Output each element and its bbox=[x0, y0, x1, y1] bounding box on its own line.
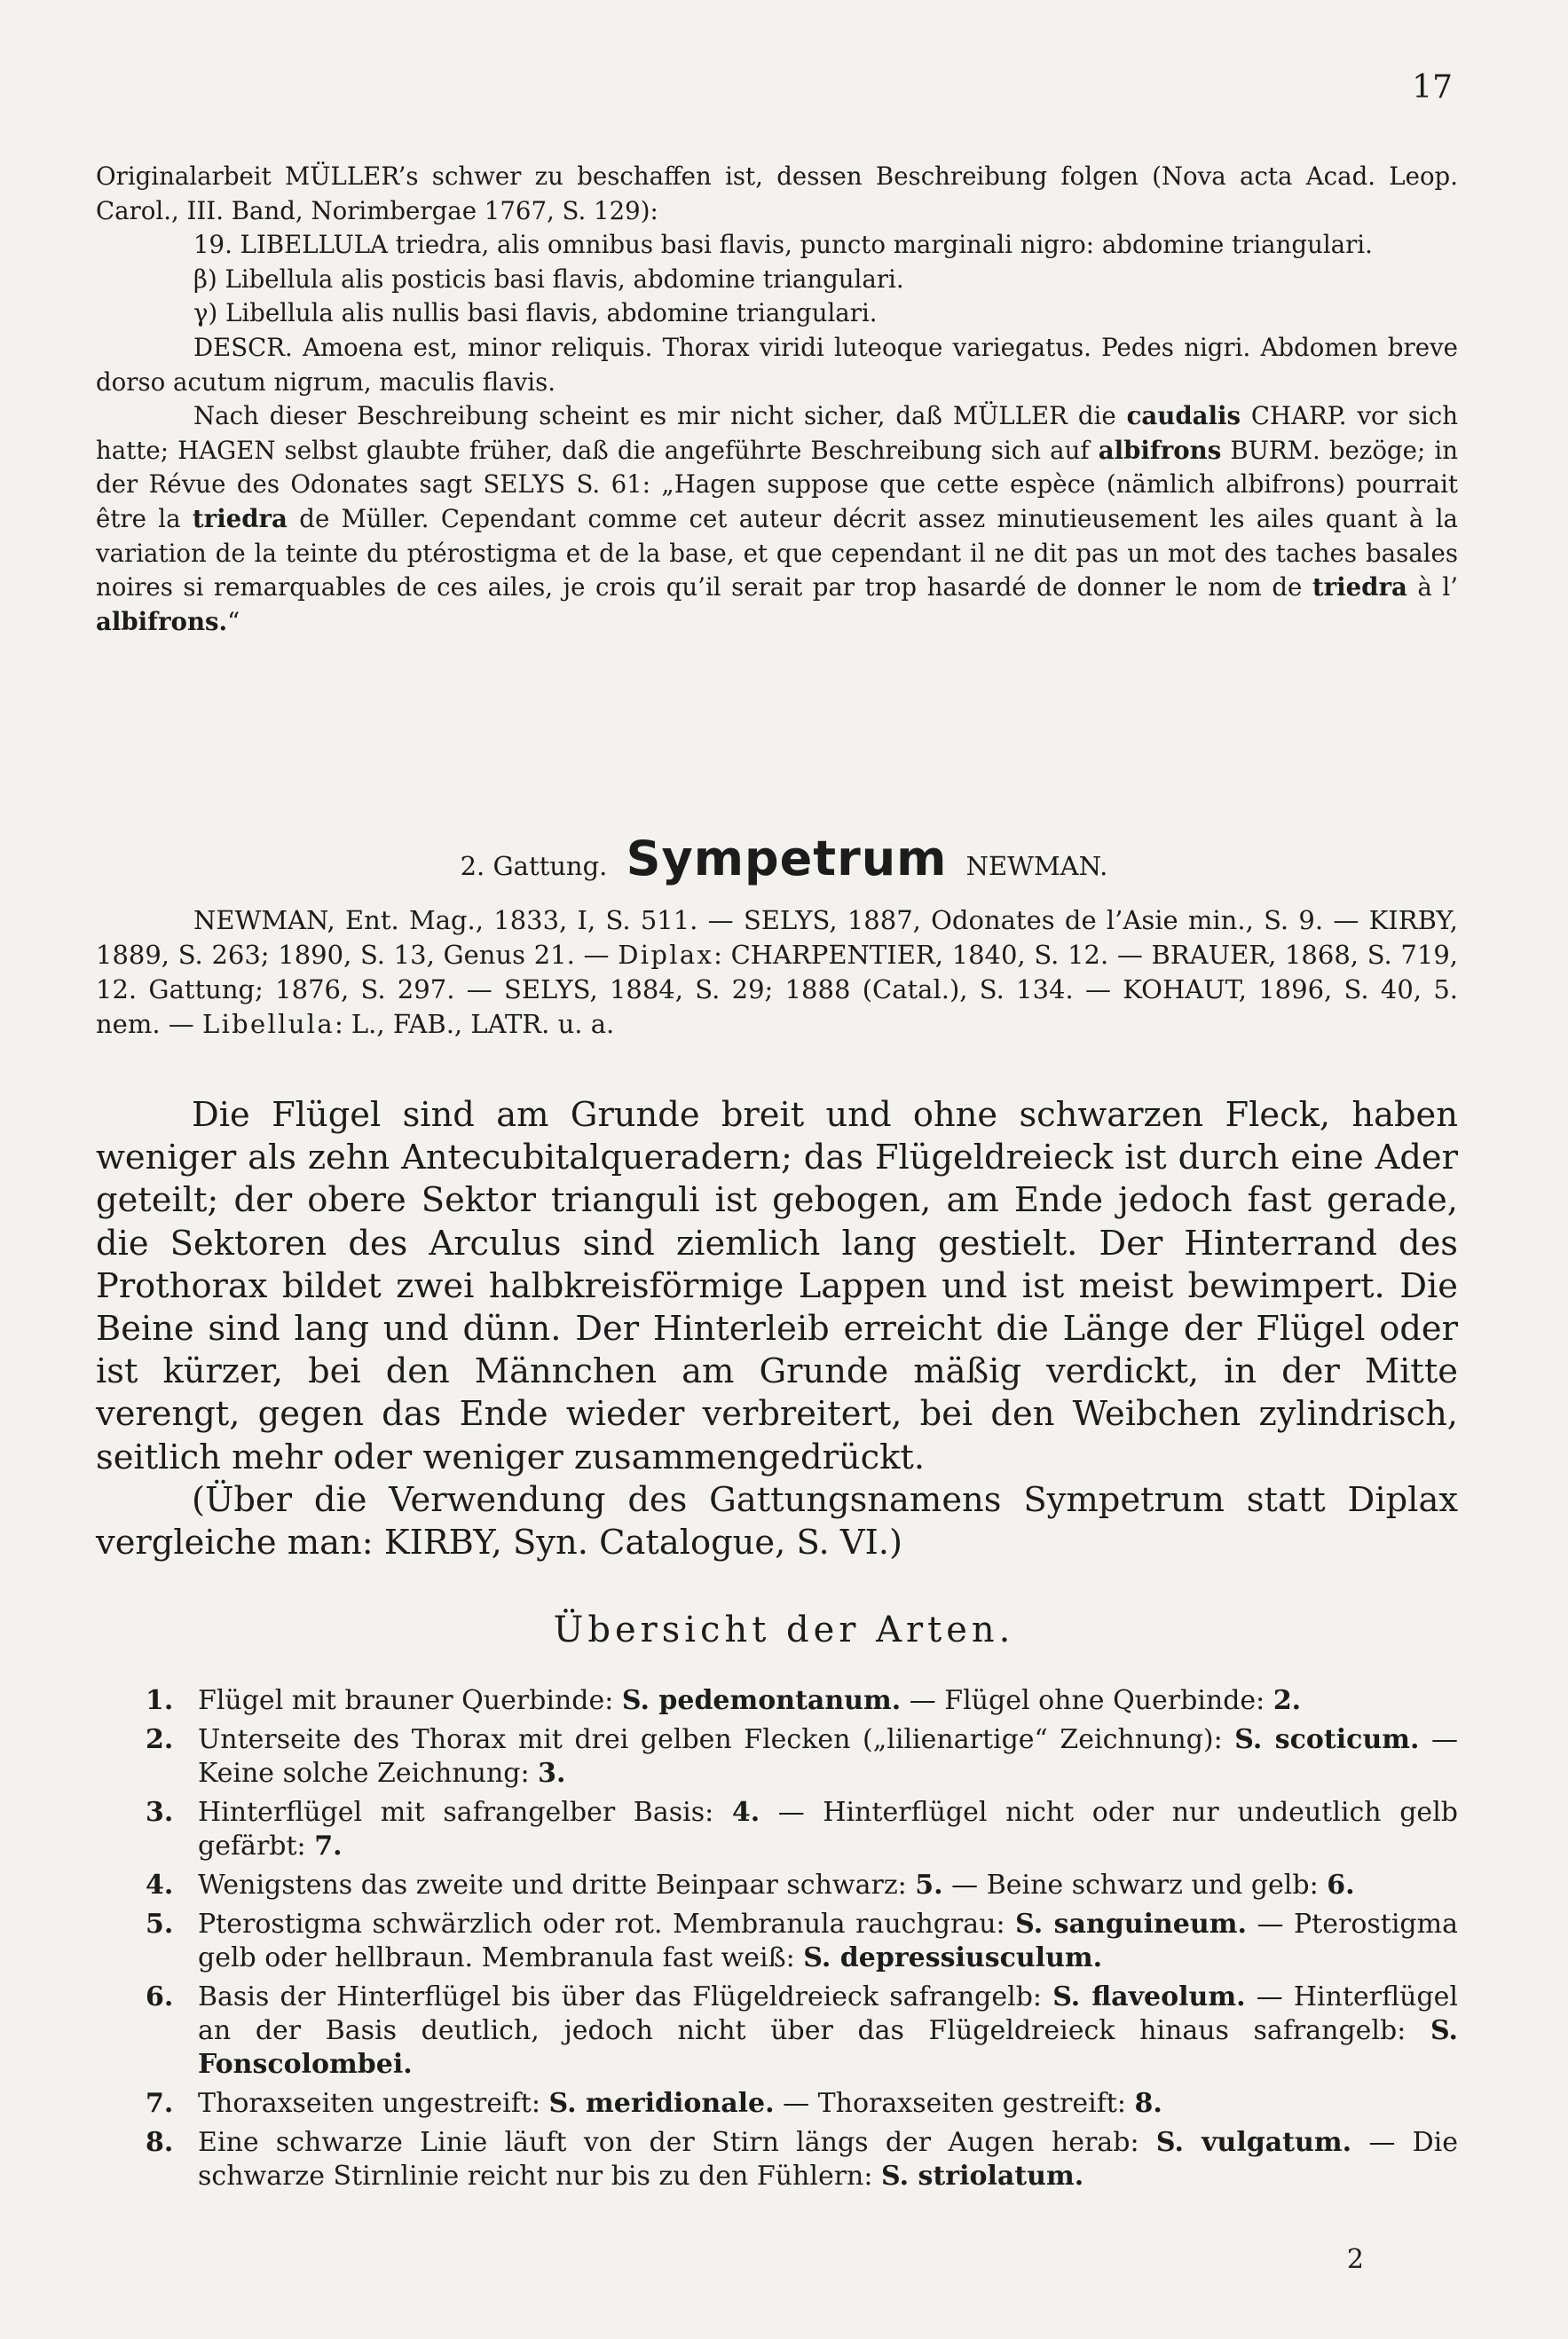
variety-beta: β) Libellula alis posticis basi flavis, abdomine triangulari. bbox=[193, 264, 904, 294]
genus-heading bbox=[0, 831, 1568, 886]
mueller-description: 19. LIBELLULA triedra, alis omnibus basi flavis, puncto marginali nigro: abdomine triangulari. bbox=[193, 230, 1373, 260]
genus-author: NEWMAN. bbox=[965, 851, 1108, 881]
page-number: 17 bbox=[1412, 69, 1453, 106]
genus-name: Sympetrum bbox=[626, 831, 948, 886]
key-entry: 4. Wenigstens das zweite und dritte Beinpaar schwarz: 5. — Beine schwarz und gelb: 6. bbox=[146, 1870, 1355, 1901]
description-paragraph: Die Flügel sind am Grunde breit und ohne schwarzen Fleck, haben weniger als zehn Antecubitalqueradern; das Flügeldreieck ist durch eine Ader geteilt; der obere Sektor trianguli ist gebogen, am Ende jedoch fast gerade, die Sektoren des Arculus sind ziemlich lang gestielt. Der Hinterrand des Prothorax bildet zwei halbkreisförmige Lappen und ist meist bewimpert. Die Beine sind lang und dünn. Der Hinterleib erreicht die Länge der Flügel oder ist kürzer, bei den Männchen am Grunde mäßig verdickt, in der Mitte verengt, gegen das Ende wieder verbreitert, bei den Weibchen zylindrisch, seitlich mehr oder weniger zusammengedrückt. bbox=[96, 1095, 1458, 1477]
sheet-signature: 2 bbox=[1346, 2244, 1364, 2275]
key-entry: 5. Pterostigma schwärzlich oder rot. Membranula rauchgrau: S. sanguineum. — Pterostigma gelb oder hellbraun. Membranula fast weiß: S. depressiusculum. bbox=[146, 1909, 1458, 1973]
key-entry: 3. Hinterflügel mit safrangelber Basis: 4. — Hinterflügel nicht oder nur undeutlich gelb gefärbt: 7. bbox=[146, 1797, 1458, 1862]
name-usage-note: (Über die Verwendung des Gattungsnamens Sympetrum statt Diplax vergleiche man: KIRBY, Syn. Catalogue, S. VI.) bbox=[96, 1479, 1458, 1563]
species-key bbox=[96, 1684, 1458, 2199]
synonym-libellula: Libellula bbox=[202, 1009, 335, 1039]
variety-gamma: γ) Libellula alis nullis basi flavis, abdomine triangulari. bbox=[193, 298, 878, 328]
discussion-paragraph: Nach dieser Beschreibung scheint es mir nicht sicher, daß MÜLLER die caudalis CHARP. vor sich hatte; HAGEN selbst glaubte früher, daß die angeführte Beschreibung sich auf albifrons BURM. bezöge; in der Révue des Odonates sagt SELYS S. 61: „Hagen suppose que cette espèce (nämlich albifrons) pourrait être la triedra de Müller. Cependant comme cet auteur décrit assez minutieusement les ailes quant à la variation de la teinte du ptérostigma et de la base, et que cependant il ne dit pas un mot des taches basales noires si remarquables de ces ailes, je crois qu’il serait par trop hasardé de donner le nom de triedra à l’ albifrons.“ bbox=[96, 401, 1458, 636]
species-key-title: Übersicht der Arten. bbox=[553, 1610, 1015, 1650]
key-entry: 1. Flügel mit brauner Querbinde: S. pedemontanum. — Flügel ohne Querbinde: 2. bbox=[146, 1685, 1302, 1716]
intro-paragraph-1: Originalarbeit MÜLLER’s schwer zu beschaffen ist, dessen Beschreibung folgen (Nova acta Acad. Leop. Carol., III. Band, Norimbergae 1767, S. 129): bbox=[96, 161, 1458, 225]
intro-section bbox=[96, 160, 1458, 639]
genus-prefix: 2. Gattung. bbox=[460, 851, 608, 881]
key-entry: 2. Unterseite des Thorax mit drei gelben Flecken („lilienartige“ Zeichnung): S. scoticum. — Keine solche Zeichnung: 3. bbox=[146, 1724, 1458, 1789]
key-entry: 8. Eine schwarze Linie läuft von der Stirn längs der Augen herab: S. vulgatum. — Die schwarze Stirnlinie reicht nur bis zu den Fühlern: S. striolatum. bbox=[146, 2127, 1458, 2192]
descr-paragraph: DESCR. Amoena est, minor reliquis. Thorax viridi luteoque variegatus. Pedes nigri. Abdomen breve dorso acutum nigrum, maculis flavis. bbox=[96, 332, 1458, 397]
synonym-diplax: Diplax bbox=[618, 940, 714, 970]
genus-references: NEWMAN, Ent. Mag., 1833, I, S. 511. — SELYS, 1887, Odonates de l’Asie min., S. 9. — KIRBY, 1889, S. 263; 1890, S. 13, Genus 21. — Diplax: CHARPENTIER, 1840, S. 12. — BRAUER, 1868, S. 719, 12. Gattung; 1876, S. 297. — SELYS, 1884, S. 29; 1888 (Catal.), S. 134. — KOHAUT, 1896, S. 40, 5. nem. — Libellula: L., FAB., LATR. u. a. bbox=[96, 905, 1458, 1039]
key-entry: 7. Thoraxseiten ungestreift: S. meridionale. — Thoraxseiten gestreift: 8. bbox=[146, 2088, 1162, 2119]
key-entry: 6. Basis der Hinterflügel bis über das Flügeldreieck safrangelb: S. flaveolum. — Hinterflügel an der Basis deutlich, jedoch nicht über das Flügeldreieck hinaus safrangelb: S. Fonscolombei. bbox=[146, 1981, 1458, 2080]
genus-description bbox=[96, 1094, 1458, 1564]
